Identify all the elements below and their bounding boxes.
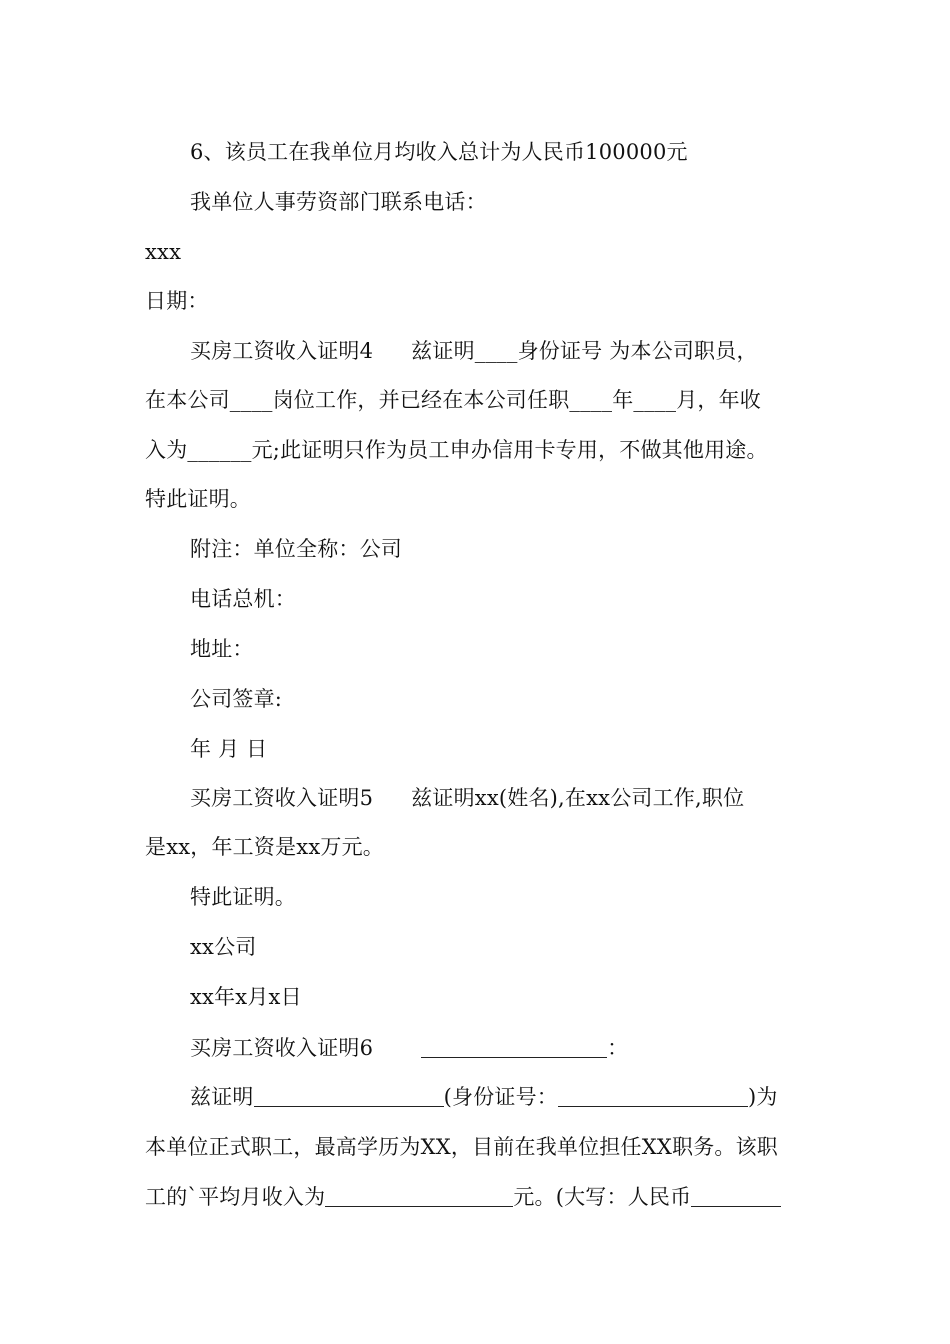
certificate-4-closing: 特此证明。 [145,487,251,511]
income-total-line: 6、该员工在我单位月均收入总计为人民币100000元 [190,140,688,164]
certificate-6-body-line [190,1081,810,1113]
id-number-label: (身份证号： [443,1085,559,1109]
certify-label: 兹证明 [190,1085,254,1109]
certificate-6-body-line [145,1181,810,1213]
certificate-6-title: 买房工资收入证明6 [190,1036,374,1060]
certificate-4-body-line: 入为______元;此证明只作为员工申办信用卡专用，不做其他用途。 [145,438,768,462]
note-phone: 电话总机： [190,587,296,611]
company-seal-label: 公司签章: [190,687,283,711]
monthly-income-blank [325,1186,513,1207]
name-blank [254,1086,444,1107]
certificate-4-title: 买房工资收入证明4 [190,339,374,363]
phone-placeholder: xxx [145,240,182,264]
certificate-4-heading-line [190,335,810,367]
certificate-5-closing: 特此证明。 [190,885,296,909]
colon: ： [607,1036,629,1060]
certificate-5-intro: 兹证明xx(姓名),在xx公司工作,职位 [411,786,745,810]
amount-uppercase-blank [691,1186,781,1207]
certificate-5-company: xx公司 [190,935,257,959]
monthly-income-label: 工的`平均月收入为 [145,1185,326,1209]
id-number-blank [558,1086,748,1107]
certificate-5-body-line: 是xx，年工资是xx万元。 [145,835,384,859]
date-label: 日期： [145,289,209,313]
certificate-4-body-line: 在本公司____岗位工作，并已经在本公司任职____年____月，年收 [145,388,761,412]
recipient-blank [421,1037,607,1058]
date-placeholder: 年 月 日 [190,737,268,761]
amount-uppercase-label: 元。(大写：人民币 [513,1185,692,1209]
certificate-5-title: 买房工资收入证明5 [190,786,374,810]
note-address: 地址： [190,637,254,661]
certificate-6-body-line: 本单位正式职工，最高学历为XX，目前在我单位担任XX职务。该职 [145,1135,778,1159]
certificate-5-date: xx年x月x日 [190,985,302,1009]
note-company-name: 附注：单位全称：公司 [190,537,402,561]
certificate-4-intro: 兹证明____身份证号 为本公司职员， [411,339,758,363]
hr-phone-label: 我单位人事劳资部门联系电话： [190,190,487,214]
certificate-5-heading-line [190,782,810,814]
certificate-6-heading-line [190,1032,810,1064]
as-label: )为 [748,1085,778,1109]
